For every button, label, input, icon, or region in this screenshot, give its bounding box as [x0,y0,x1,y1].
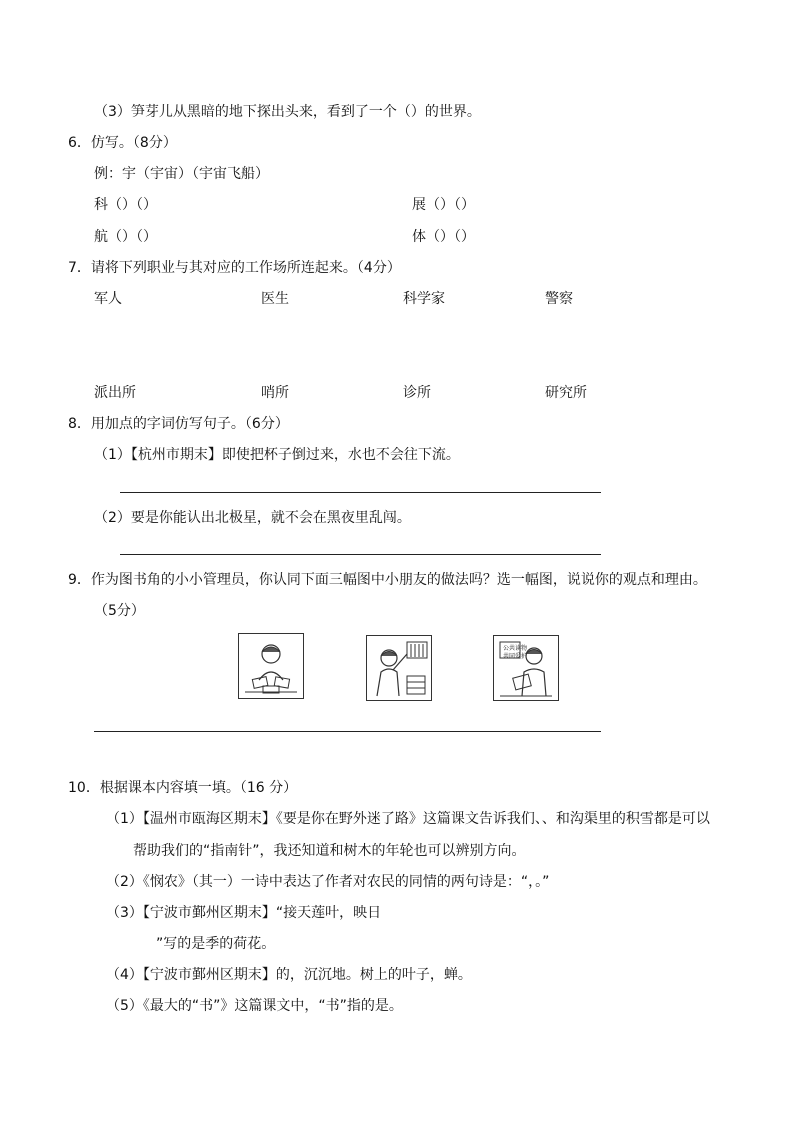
q8-title: 8．用加点的字词仿写句子。（6分） [68,416,289,432]
q7-job-soldier: 军人 [94,291,122,307]
q7-job-scientist: 科学家 [403,291,445,307]
q10-item4: （4）【宁波市鄞州区期末】的，沉沉地。树上的叶子，蝉。 [106,967,472,983]
q6-example: 例：宇（宇宙）（宇宙飞船） [94,166,269,182]
q9-title: 9．作为图书角的小小管理员，你认同下面三幅图中小朋友的做法吗？选一幅图，说说你的观点和理由。 [68,572,707,588]
q6-row2-left: 航（）（） [94,229,157,245]
q10-item1-line1: （1）【温州市瓯海区期末】《要是你在野外迷了路》这篇课文告诉我们、、和沟渠里的积雪都是可以 [106,811,710,827]
q8-item2: （2）要是你能认出北极星，就不会在黑夜里乱闯。 [94,510,411,526]
q10-title: 10．根据课本内容填一填。（16 分） [68,780,298,796]
q10-item3-line1: （3）【宁波市鄞州区期末】“接天莲叶，映日 [106,905,382,921]
q7-place-clinic: 诊所 [403,385,431,401]
boy-returning-book-picture [493,635,559,701]
q10-item5: （5）《最大的“书”》这篇课文中，“书”指的是。 [106,998,403,1014]
q7-title: 7．请将下列职业与其对应的工作场所连起来。（4分） [68,260,401,276]
q9-score: （5分） [94,603,145,619]
q6-row1-left: 科（）（） [94,197,157,213]
boy-reaching-bookshelf-picture [366,635,432,701]
q8-item1: （1）【杭州市期末】即使把杯子倒过来，水也不会往下流。 [94,447,460,463]
q7-place-institute: 研究所 [545,385,587,401]
q10-item2: （2）《悯农》（其一）一诗中表达了作者对农民的同情的两句诗是：“，。” [106,874,550,890]
q10-item1-line2: 帮助我们的“指南针”，我还知道和树木的年轮也可以辨别方向。 [133,843,526,859]
q7-place-police-station: 派出所 [94,385,136,401]
q7-job-doctor: 医生 [261,291,289,307]
q10-item3-line2: ”写的是季的荷花。 [156,936,276,952]
q6-row2-right: 体（）（） [412,229,475,245]
q6-title: 6．仿写。（8分） [68,135,177,151]
q7-job-police: 警察 [545,291,573,307]
q9-answer-line[interactable] [94,731,601,732]
bookshelf-sign-line1: 公共读物 [503,645,528,652]
q8-answer-line-1[interactable] [120,492,601,493]
q6-row1-right: 展（）（） [412,197,475,213]
q7-place-sentry-post: 哨所 [261,385,289,401]
q8-answer-line-2[interactable] [120,554,601,555]
q5-item3: （3）笋芽儿从黑暗的地下探出头来，看到了一个（）的世界。 [94,104,481,120]
bookshelf-sign-line2: 共同爱护 [503,653,528,660]
boy-reading-messy-books-picture [238,633,304,699]
